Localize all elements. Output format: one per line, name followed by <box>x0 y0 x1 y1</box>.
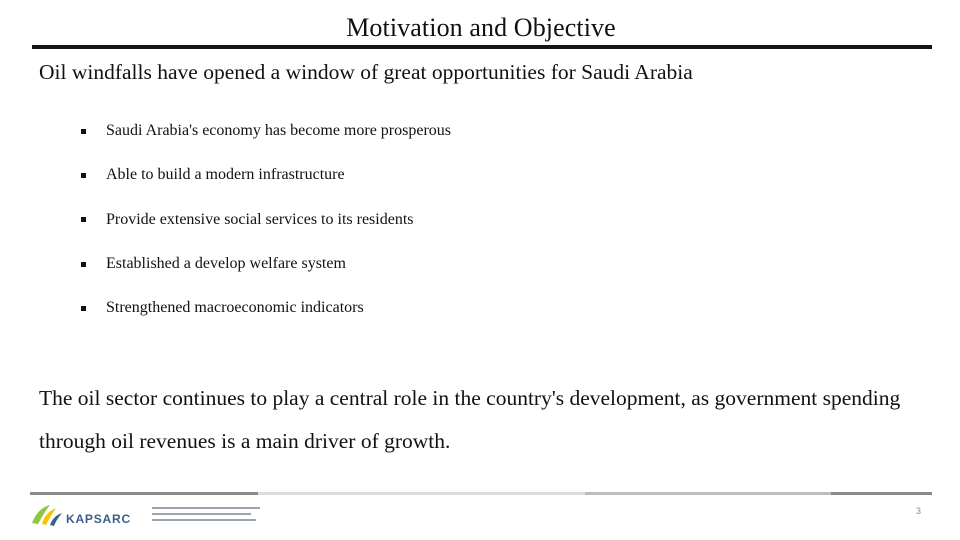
closing-paragraph: The oil sector continues to play a central role in the country's development, as government spending through oil revenues is a main driver of growth. <box>39 386 901 453</box>
footer-rule-segment <box>585 492 831 495</box>
bullet-text: Established a develop welfare system <box>106 255 346 273</box>
bullet-item <box>80 198 451 242</box>
bullet-text: Saudi Arabia's economy has become more prosperous <box>106 122 452 140</box>
bullet-item <box>80 286 451 330</box>
square-bullet-icon <box>81 173 86 178</box>
logo-tagline-graphic <box>152 507 260 525</box>
bullet-text: Provide extensive social services to its residents <box>106 210 414 228</box>
logo-wordmark: KAPSARC <box>66 512 131 526</box>
square-bullet-icon <box>81 129 86 134</box>
bullet-item <box>80 109 451 153</box>
bullet-text: Able to build a modern infrastructure <box>106 166 345 184</box>
kapsarc-logo <box>30 503 270 529</box>
bullet-text: Strengthened macroeconomic indicators <box>106 299 364 317</box>
footer-rule-segment <box>831 492 932 495</box>
lead-statement: Oil windfalls have opened a window of great opportunities for Saudi Arabia <box>39 60 693 84</box>
bullet-item <box>80 242 451 286</box>
footer-rule-segment <box>30 492 258 495</box>
page-number: 3 <box>916 506 922 516</box>
slide-title: Motivation and Objective <box>346 13 616 42</box>
title-underline <box>32 45 932 49</box>
bullet-item <box>80 153 451 197</box>
footer-rule-segment <box>258 492 585 495</box>
square-bullet-icon <box>81 262 86 267</box>
bullet-list <box>80 109 451 330</box>
kapsarc-leaf-icon <box>30 503 64 527</box>
square-bullet-icon <box>81 306 86 311</box>
square-bullet-icon <box>81 217 86 222</box>
